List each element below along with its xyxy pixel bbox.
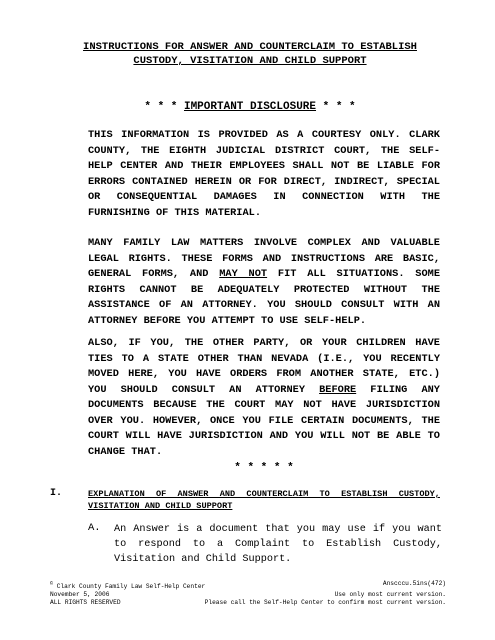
document-title-line-2: CUSTODY, VISITATION AND CHILD SUPPORT (133, 55, 367, 67)
footer-row-1 (50, 580, 446, 591)
page-footer (50, 580, 446, 607)
section-divider-stars: * * * * * (234, 462, 294, 474)
footer-confirm-note: Please call the Self-Help Center to confirm most current version. (204, 599, 446, 607)
document-title-line-1: INSTRUCTIONS FOR ANSWER AND COUNTERCLAIM TO ESTABLISH (83, 41, 417, 53)
legal-rights-text-1: MANY FAMILY LAW MATTERS INVOLVE COMPLEX AND VALUABLE LEGAL RIGHTS. THESE FORMS AND INSTRUCTIONS ARE BASIC, GENERAL FORMS, AND (88, 237, 440, 280)
before-emphasis: BEFORE (319, 383, 357, 396)
footer-date: November 5, 2006 (50, 591, 110, 599)
jurisdiction-text-1: ALSO, IF YOU, THE OTHER PARTY, OR YOUR CHILDREN HAVE TIES TO A STATE OTHER THAN NEVADA (I.E., YOU RECENTLY MOVED HERE, YOU HAVE ORDERS FROM ANOTHER STATE, ETC.) YOU SHOULD CONSULT AN ATTORNEY (88, 337, 440, 396)
jurisdiction-paragraph (88, 336, 440, 460)
jurisdiction-text-2: FILING ANY DOCUMENTS BECAUSE THE COURT MAY NOT HAVE JURISDICTION OVER YOU. HOWEVER, ONCE YOU FILE CERTAIN DOCUMENTS, THE COURT WILL HAVE JURISDICTION AND YOU WILL NOT BE ABLE TO CHANGE THAT. (88, 383, 440, 458)
subsection-letter: A. (88, 522, 101, 534)
footer-form-code: Anscccu.5ins(472) (382, 580, 446, 587)
footer-center-name (50, 580, 205, 591)
legal-rights-text-2: FIT ALL SITUATIONS. SOME RIGHTS CANNOT BE ADEQUATELY PROTECTED WITHOUT THE ASSISTANCE OF AN ATTORNEY. YOU SHOULD CONSULT WITH AN ATTORNEY BEFORE YOU ATTEMPT TO USE SELF-HELP. (88, 268, 441, 327)
disclosure-stars-right: * * * (316, 101, 356, 113)
footer-center-label: Clark County Family Law Self-Help Center (53, 583, 206, 591)
disclosure-label: IMPORTANT DISCLOSURE (183, 101, 317, 113)
footer-row-3 (50, 599, 446, 607)
disclosure-stars-left: * * * (144, 101, 184, 113)
may-not-emphasis: MAY NOT (219, 268, 268, 280)
section-number: I. (50, 488, 63, 499)
legal-rights-paragraph (88, 236, 440, 329)
disclaimer-paragraph: THIS INFORMATION IS PROVIDED AS A COURTESY ONLY. CLARK COUNTY, THE EIGHTH JUDICIAL DISTRICT COURT, THE SELF-HELP CENTER AND THEIR EMPLOYEES SHALL NOT BE LIABLE FOR ERRORS CONTAINED HEREIN OR FOR DIRECT, INDIRECT, SPECIAL OR CONSEQUENTIAL DAMAGES IN CONNECTION WITH THE FURNISHING OF THIS MATERIAL. (88, 129, 440, 219)
footer-row-2 (50, 591, 446, 599)
section-heading: EXPLANATION OF ANSWER AND COUNTERCLAIM TO ESTABLISH CUSTODY, VISITATION AND CHILD SUPPORT (88, 489, 440, 511)
disclosure-heading (60, 100, 440, 114)
footer-rights: ALL RIGHTS RESERVED (50, 599, 121, 607)
footer-version-note: Use only most current version. (334, 591, 446, 599)
copyright-symbol: © (50, 581, 54, 587)
subsection-text: An Answer is a document that you may use if you want to respond to a Complaint to Establish Custody, Visitation and Child Support. (114, 524, 442, 566)
